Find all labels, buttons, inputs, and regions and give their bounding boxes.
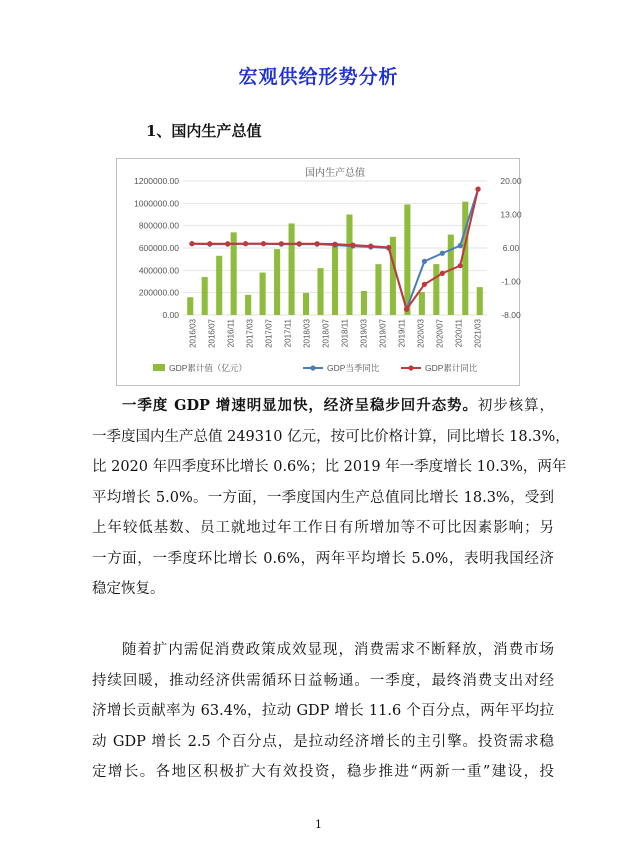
gdp-bar — [260, 273, 266, 315]
paragraph-line: 济增长贡献率为 63.4%，拉动 GDP 增长 11.6 个百分点，两年平均拉 — [92, 703, 554, 719]
x-axis-tick-label: 2019/03 — [359, 319, 369, 348]
gdp-bar — [303, 293, 309, 315]
gdp-cumulative-yoy-point — [297, 241, 302, 246]
x-axis-tick-label: 2021/03 — [473, 319, 483, 348]
paragraph-1 — [92, 391, 570, 605]
gdp-bar — [433, 264, 439, 315]
paragraph-line: 一季度国内生产总值 249310 亿元，按可比价格计算，同比增长 18.3%， — [92, 428, 570, 445]
gdp-cumulative-yoy-point — [332, 242, 337, 247]
left-axis-tick-label: 400000.00 — [138, 265, 179, 276]
gdp-bar — [187, 297, 193, 315]
paragraph-line: 一季度 GDP 增速明显加快，经济呈稳步回升态势。初步核算， — [121, 397, 554, 414]
page-number: 1 — [315, 818, 322, 831]
x-axis-tick-label: 2017/03 — [245, 319, 255, 348]
x-axis-tick-label: 2020/07 — [435, 319, 445, 348]
gdp-bar — [404, 204, 410, 315]
paragraph-line: 稳定恢复。 — [92, 581, 165, 597]
paragraph-2 — [92, 635, 554, 788]
legend-swatch-bar — [153, 364, 165, 371]
gdp-cumulative-yoy-point — [458, 263, 463, 268]
x-axis-tick-label: 2016/07 — [207, 319, 217, 348]
gdp-cumulative-yoy-point — [243, 241, 248, 246]
legend-swatch-marker — [310, 365, 315, 370]
gdp-bar — [462, 202, 468, 315]
gdp-chart-svg — [117, 159, 522, 385]
gdp-bar — [317, 268, 323, 315]
gdp-cumulative-yoy-point — [207, 241, 212, 246]
left-axis-tick-label: 800000.00 — [138, 220, 179, 231]
left-axis-tick-label: 1200000.00 — [134, 176, 179, 186]
gdp-bar — [289, 223, 295, 315]
gdp-bar — [448, 235, 454, 315]
right-axis-tick-label: -8.00 — [501, 310, 521, 320]
gdp-cumulative-yoy-point — [404, 307, 409, 312]
left-axis-tick-label: 0.00 — [162, 310, 179, 320]
x-axis-tick-label: 2020/11 — [454, 319, 464, 348]
gdp-cumulative-yoy-point — [261, 241, 266, 246]
gdp-bar — [477, 287, 483, 315]
x-axis-tick-label: 2019/07 — [378, 319, 388, 348]
gdp-cumulative-yoy-point — [440, 271, 445, 276]
gdp-quarterly-yoy-point — [440, 251, 445, 256]
gdp-cumulative-yoy-point — [386, 245, 391, 250]
x-axis-tick-label: 2017/11 — [283, 319, 293, 348]
legend-swatch-marker — [408, 365, 413, 370]
gdp-cumulative-yoy-point — [368, 243, 373, 248]
right-axis-tick-label: -1.00 — [501, 276, 521, 287]
x-axis-tick-label: 2018/11 — [340, 319, 350, 348]
x-axis-tick-label: 2018/07 — [321, 319, 331, 348]
x-axis-tick-label: 2018/03 — [302, 319, 312, 348]
gdp-bar — [245, 295, 251, 315]
gdp-bar — [375, 264, 381, 315]
paragraph-line: 比 2020 年四季度环比增长 0.6%；比 2019 年一季度增长 10.3%，两年 — [92, 459, 567, 475]
gdp-cumulative-yoy-point — [279, 241, 284, 246]
gdp-chart — [116, 158, 520, 386]
right-axis-tick-label: 20.00 — [500, 176, 522, 186]
x-axis-tick-label: 2016/03 — [188, 319, 198, 348]
paragraph-line: 一方面，一季度环比增长 0.6%，两年平均增长 5.0%，表明我国经济 — [92, 550, 554, 567]
gdp-cumulative-yoy-point — [315, 241, 320, 246]
x-axis-tick-label: 2016/11 — [226, 319, 236, 348]
legend-label: GDP累计值（亿元） — [169, 363, 247, 373]
left-axis-tick-label: 200000.00 — [138, 287, 179, 298]
gdp-bar — [274, 249, 280, 315]
x-axis-tick-label: 2019/11 — [397, 319, 407, 348]
chart-title: 国内生产总值 — [305, 168, 365, 179]
page-title: 宏观供给形势分析 — [238, 66, 399, 88]
paragraph-line: 定增长。各地区积极扩大有效投资，稳步推进“两新一重”建设，投 — [92, 764, 554, 780]
gdp-bar — [202, 277, 208, 315]
paragraph-line: 随着扩内需促消费政策成效显现，消费需求不断释放，消费市场 — [121, 642, 554, 658]
legend-label: GDP累计同比 — [425, 363, 478, 373]
x-axis-tick-label: 2020/03 — [416, 319, 426, 348]
gdp-quarterly-yoy-point — [422, 259, 427, 264]
gdp-cumulative-yoy-point — [189, 241, 194, 246]
gdp-cumulative-yoy-point — [475, 187, 480, 192]
right-axis-tick-label: 13.00 — [500, 209, 522, 220]
legend-label: GDP当季同比 — [327, 363, 380, 373]
paragraph-line: 上年较低基数、员工就地过年工作日有所增加等不可比因素影响；另 — [92, 520, 554, 536]
gdp-cumulative-yoy-point — [225, 241, 230, 246]
x-axis-tick-label: 2017/07 — [264, 319, 274, 348]
gdp-bar — [216, 256, 222, 315]
paragraph-lead: 一季度 GDP 增速明显加快，经济呈稳步回升态势。 — [121, 397, 478, 414]
gdp-bar — [346, 215, 352, 316]
left-axis-tick-label: 1000000.00 — [134, 198, 179, 209]
right-axis-tick-label: 6.00 — [502, 243, 520, 253]
gdp-cumulative-yoy-point — [350, 243, 355, 248]
paragraph-line: 持续回暖，推动经济供需循环日益畅通。一季度，最终消费支出对经 — [92, 672, 554, 689]
gdp-bar — [332, 244, 338, 315]
paragraph-line: 平均增长 5.0%。一方面，一季度国内生产总值同比增长 18.3%，受到 — [92, 489, 554, 506]
gdp-quarterly-yoy-point — [458, 243, 463, 248]
gdp-bar — [419, 292, 425, 315]
section-heading: 1、国内生产总值 — [146, 122, 262, 140]
gdp-bar — [361, 291, 367, 315]
gdp-cumulative-yoy-point — [422, 282, 427, 287]
paragraph-line: 动 GDP 增长 2.5 个百分点，是拉动经济增长的主引擎。投资需求稳 — [92, 733, 554, 750]
left-axis-tick-label: 600000.00 — [138, 243, 179, 253]
